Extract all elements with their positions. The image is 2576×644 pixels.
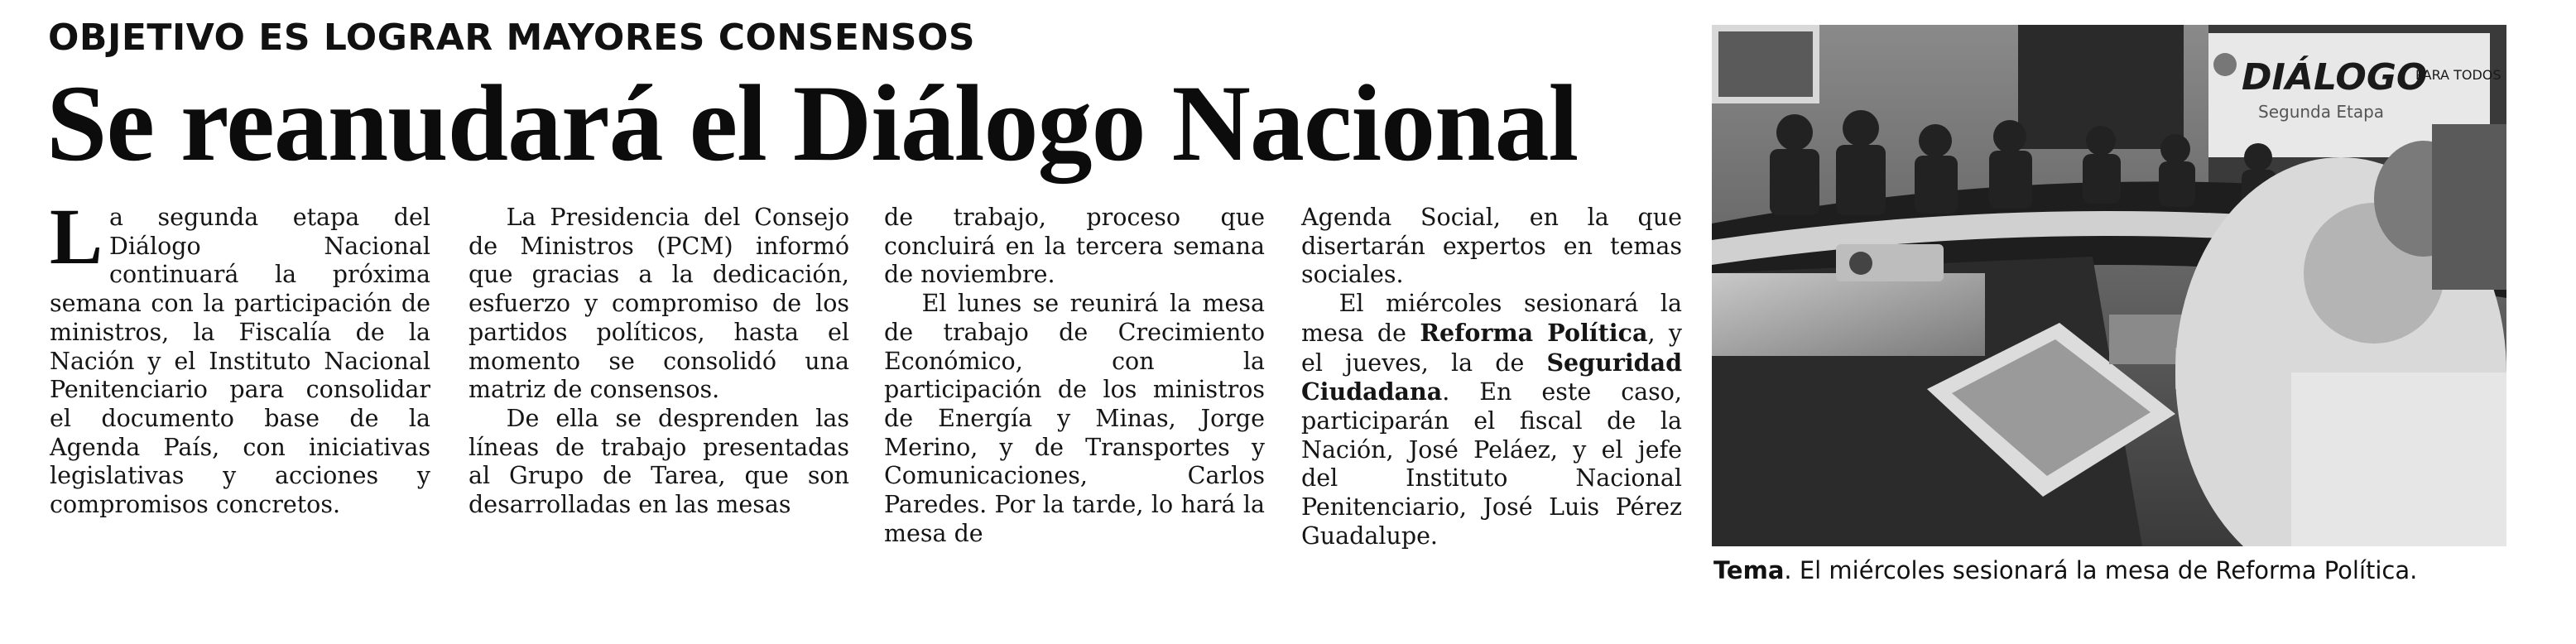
article-column-4 [1301, 204, 1682, 550]
person-body [2083, 154, 2121, 204]
paragraph: Agenda Social, en la que disertarán expertos en temas sociales. [1301, 204, 1682, 289]
text-run: . En este caso, participarán el fiscal de la Nación, José Peláez, y el jefe del Instituto Nacional Penitenciario, José Luis Pérez Guadalupe. [1301, 378, 1682, 550]
person-body [2159, 161, 2195, 207]
banner-title: DIÁLOGO [2242, 56, 2428, 99]
person-body [1770, 149, 1819, 215]
text-run: , y el jueves, la de [1301, 319, 1682, 377]
caption-text: . El miércoles sesionará la mesa de Reforma Política. [1784, 556, 2418, 584]
paragraph [1301, 290, 1682, 550]
banner-line: Segunda Etapa [2258, 102, 2385, 122]
article-column-1 [50, 192, 430, 520]
article-column-3 [884, 204, 1265, 548]
paragraph: El lunes se reunirá la mesa de trabajo de Crecimiento Económico, con la participación de los ministros de Energía y Minas, Jorge Merino, y de Transportes y Comunicaciones, Carlos Paredes. Por la tarde, lo hará la mesa de [884, 290, 1265, 547]
person-head [2160, 134, 2190, 164]
kicker-headline: OBJETIVO ES LOGRAR MAYORES CONSENSOS [48, 17, 976, 59]
person-body [2291, 372, 2506, 546]
photo-caption [1713, 556, 2417, 584]
person-body [2432, 124, 2506, 290]
bold-run: Seguridad Ciudadana [1301, 348, 1682, 406]
drop-cap: L [50, 192, 103, 281]
person-head [1919, 124, 1952, 157]
person-head [1993, 120, 2026, 153]
person-head [1776, 114, 1813, 151]
person-head [2086, 126, 2116, 156]
paragraph: de trabajo, proceso que concluirá en la tercera semana de noviembre. [884, 204, 1265, 289]
projector [1836, 244, 1944, 281]
person-body [1836, 145, 1886, 215]
person-head [1843, 110, 1879, 147]
bold-run: Reforma Política [1420, 318, 1648, 347]
side-table [1712, 273, 1985, 356]
paragraph-text: a segunda etapa del Diálogo Nacional continuará la próxima semana con la participación de ministros, la Fiscalía de la Nación y el Instituto Nacional Penitenciario para consolidar el documento base de la Agenda País, con iniciativas legislativas y acciones y compromisos concretos. [50, 204, 430, 519]
person-body [1989, 151, 2032, 209]
paragraph: De ella se desprenden las líneas de trabajo presentadas al Grupo de Tarea, que son desarrolladas en las mesas [469, 404, 849, 519]
text-run: El miércoles sesionará la mesa de [1301, 290, 1682, 347]
paragraph: La Presidencia del Consejo de Ministros (PCM) informó que gracias a la dedicación, esfuerzo y compromiso de los partidos políticos, hasta el momento se consolidó una matriz de consensos. [469, 204, 849, 404]
wall-frame-picture [1718, 31, 1813, 97]
paragraph [50, 192, 430, 520]
news-photo [1712, 25, 2506, 546]
banner-subtitle: PARA TODOS [2415, 67, 2502, 83]
article-column-2 [469, 204, 849, 520]
main-headline: Se reanudará el Diálogo Nacional [46, 62, 1579, 184]
shield-icon [2213, 53, 2237, 76]
caption-lead: Tema [1713, 556, 1785, 584]
person-head [2244, 143, 2272, 171]
person-body [1915, 156, 1958, 214]
